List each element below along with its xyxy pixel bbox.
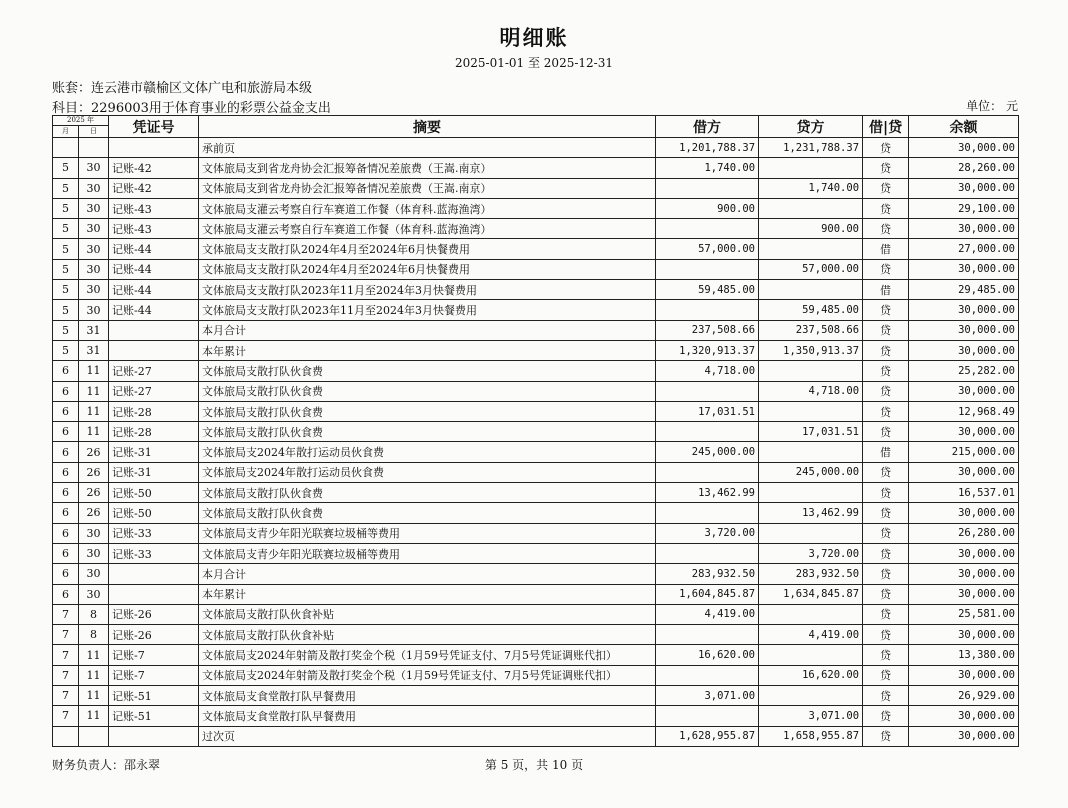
- cell-direction: 贷: [863, 564, 909, 584]
- cell-summary: 文体旅局支散打队伙食补贴: [199, 604, 656, 624]
- cell-day: 30: [79, 239, 109, 259]
- cell-credit: 1,740.00: [759, 178, 863, 198]
- cell-voucher: 记账-44: [109, 300, 199, 320]
- cell-debit: 1,740.00: [656, 158, 759, 178]
- cell-credit: [759, 239, 863, 259]
- cell-balance: 30,000.00: [909, 320, 1019, 340]
- cell-direction: 贷: [863, 483, 909, 503]
- cell-voucher: 记账-33: [109, 543, 199, 563]
- cell-day: 30: [79, 280, 109, 300]
- cell-balance: 26,929.00: [909, 686, 1019, 706]
- cell-voucher: 记账-44: [109, 239, 199, 259]
- cell-voucher: [109, 138, 199, 158]
- table-row: [53, 259, 1019, 279]
- cell-credit: [759, 686, 863, 706]
- table-row: [53, 625, 1019, 645]
- header-credit: 贷方: [759, 116, 863, 138]
- table-row: [53, 198, 1019, 218]
- cell-day: 31: [79, 320, 109, 340]
- cell-direction: 贷: [863, 138, 909, 158]
- cell-balance: 30,000.00: [909, 462, 1019, 482]
- cell-balance: 27,000.00: [909, 239, 1019, 259]
- cell-direction: 贷: [863, 178, 909, 198]
- cell-month: 7: [53, 686, 79, 706]
- cell-month: 6: [53, 523, 79, 543]
- header-month: 月: [53, 126, 79, 138]
- cell-debit: [656, 381, 759, 401]
- header-balance: 余额: [909, 116, 1019, 138]
- cell-voucher: 记账-50: [109, 503, 199, 523]
- cell-debit: [656, 625, 759, 645]
- cell-direction: 贷: [863, 300, 909, 320]
- cell-balance: 30,000.00: [909, 138, 1019, 158]
- cell-month: 6: [53, 422, 79, 442]
- cell-debit: [656, 706, 759, 726]
- cell-summary: 文体旅局支散打队伙食费: [199, 422, 656, 442]
- cell-balance: 30,000.00: [909, 178, 1019, 198]
- cell-voucher: 记账-43: [109, 198, 199, 218]
- cell-credit: 57,000.00: [759, 259, 863, 279]
- cell-debit: 16,620.00: [656, 645, 759, 665]
- cell-direction: 贷: [863, 401, 909, 421]
- cell-summary: 本年累计: [199, 340, 656, 360]
- header-direction: 借|贷: [863, 116, 909, 138]
- table-row: [53, 686, 1019, 706]
- table-row: [53, 280, 1019, 300]
- cell-day: 11: [79, 665, 109, 685]
- cell-voucher: [109, 340, 199, 360]
- cell-day: 30: [79, 219, 109, 239]
- cell-day: 11: [79, 381, 109, 401]
- cell-debit: [656, 503, 759, 523]
- table-row: [53, 138, 1019, 158]
- cell-direction: 贷: [863, 645, 909, 665]
- cell-summary: 文体旅局支2024年散打运动员伙食费: [199, 442, 656, 462]
- cell-direction: 贷: [863, 158, 909, 178]
- table-row: [53, 584, 1019, 604]
- cell-debit: 1,628,955.87: [656, 726, 759, 746]
- cell-debit: 1,604,845.87: [656, 584, 759, 604]
- cell-voucher: 记账-51: [109, 686, 199, 706]
- cell-summary: 文体旅局支散打队伙食补贴: [199, 625, 656, 645]
- cell-credit: 900.00: [759, 219, 863, 239]
- table-row: [53, 442, 1019, 462]
- cell-debit: 4,419.00: [656, 604, 759, 624]
- cell-month: 6: [53, 584, 79, 604]
- cell-month: 5: [53, 178, 79, 198]
- cell-month: 6: [53, 442, 79, 462]
- cell-voucher: 记账-31: [109, 442, 199, 462]
- cell-balance: 30,000.00: [909, 259, 1019, 279]
- cell-balance: 30,000.00: [909, 665, 1019, 685]
- cell-credit: [759, 198, 863, 218]
- cell-debit: 57,000.00: [656, 239, 759, 259]
- cell-month: 6: [53, 564, 79, 584]
- table-row: [53, 665, 1019, 685]
- header-debit: 借方: [656, 116, 759, 138]
- cell-balance: 13,380.00: [909, 645, 1019, 665]
- cell-month: 5: [53, 300, 79, 320]
- cell-voucher: 记账-28: [109, 422, 199, 442]
- cell-summary: 文体旅局支支散打队2023年11月至2024年3月快餐费用: [199, 280, 656, 300]
- cell-direction: 借: [863, 239, 909, 259]
- cell-month: 7: [53, 706, 79, 726]
- cell-day: 26: [79, 483, 109, 503]
- cell-summary: 本月合计: [199, 320, 656, 340]
- cell-day: [79, 726, 109, 746]
- cell-day: 30: [79, 158, 109, 178]
- cell-summary: 过次页: [199, 726, 656, 746]
- cell-debit: 4,718.00: [656, 361, 759, 381]
- cell-balance: 30,000.00: [909, 543, 1019, 563]
- cell-summary: 承前页: [199, 138, 656, 158]
- cell-day: 30: [79, 584, 109, 604]
- cell-balance: 30,000.00: [909, 706, 1019, 726]
- finance-responsible: 财务负责人：邵永翠: [52, 758, 161, 772]
- cell-credit: [759, 280, 863, 300]
- cell-debit: [656, 300, 759, 320]
- cell-credit: [759, 158, 863, 178]
- cell-balance: 30,000.00: [909, 625, 1019, 645]
- cell-month: 7: [53, 665, 79, 685]
- cell-summary: 文体旅局支散打队伙食费: [199, 503, 656, 523]
- cell-debit: 237,508.66: [656, 320, 759, 340]
- cell-credit: [759, 361, 863, 381]
- cell-voucher: [109, 584, 199, 604]
- cell-direction: 贷: [863, 381, 909, 401]
- table-row: [53, 219, 1019, 239]
- cell-balance: 29,100.00: [909, 198, 1019, 218]
- cell-balance: 28,260.00: [909, 158, 1019, 178]
- cell-balance: 30,000.00: [909, 340, 1019, 360]
- cell-day: 30: [79, 259, 109, 279]
- cell-voucher: 记账-31: [109, 462, 199, 482]
- cell-day: 26: [79, 462, 109, 482]
- cell-direction: 贷: [863, 503, 909, 523]
- table-row: [53, 543, 1019, 563]
- cell-direction: 贷: [863, 665, 909, 685]
- cell-month: 5: [53, 239, 79, 259]
- cell-debit: [656, 219, 759, 239]
- cell-direction: 贷: [863, 523, 909, 543]
- cell-credit: 17,031.51: [759, 422, 863, 442]
- cell-credit: [759, 442, 863, 462]
- cell-month: 6: [53, 361, 79, 381]
- cell-day: 26: [79, 503, 109, 523]
- cell-voucher: 记账-42: [109, 178, 199, 198]
- cell-month: [53, 726, 79, 746]
- cell-balance: 30,000.00: [909, 584, 1019, 604]
- cell-debit: [656, 462, 759, 482]
- ledger-body: [53, 138, 1019, 747]
- cell-credit: 283,932.50: [759, 564, 863, 584]
- cell-debit: [656, 422, 759, 442]
- cell-debit: [656, 665, 759, 685]
- table-row: [53, 381, 1019, 401]
- cell-direction: 贷: [863, 462, 909, 482]
- cell-credit: 1,658,955.87: [759, 726, 863, 746]
- cell-voucher: [109, 726, 199, 746]
- cell-debit: 13,462.99: [656, 483, 759, 503]
- cell-summary: 文体旅局支到省龙舟协会汇报筹备情况差旅费（王嵩.南京）: [199, 158, 656, 178]
- account-set-label: 账套：连云港市赣榆区文体广电和旅游局本级: [52, 81, 313, 96]
- cell-credit: 1,231,788.37: [759, 138, 863, 158]
- header-voucher: 凭证号: [109, 116, 199, 138]
- cell-credit: [759, 645, 863, 665]
- subject-label: 科目：2296003用于体育事业的彩票公益金支出: [52, 101, 331, 116]
- cell-summary: 文体旅局支散打队伙食费: [199, 381, 656, 401]
- cell-day: 31: [79, 340, 109, 360]
- cell-debit: [656, 178, 759, 198]
- cell-debit: 3,071.00: [656, 686, 759, 706]
- cell-credit: 3,720.00: [759, 543, 863, 563]
- cell-credit: [759, 483, 863, 503]
- page-title: 明细账: [499, 25, 569, 50]
- cell-month: 5: [53, 198, 79, 218]
- cell-voucher: 记账-44: [109, 280, 199, 300]
- cell-month: 5: [53, 340, 79, 360]
- cell-direction: 借: [863, 442, 909, 462]
- cell-day: 30: [79, 523, 109, 543]
- cell-summary: 文体旅局支青少年阳光联赛垃圾桶等费用: [199, 523, 656, 543]
- table-row: [53, 564, 1019, 584]
- cell-voucher: 记账-26: [109, 625, 199, 645]
- table-row: [53, 706, 1019, 726]
- cell-month: 7: [53, 604, 79, 624]
- cell-month: 5: [53, 219, 79, 239]
- cell-direction: 贷: [863, 422, 909, 442]
- ledger-table: [52, 115, 1019, 747]
- table-row: [53, 645, 1019, 665]
- cell-credit: 3,071.00: [759, 706, 863, 726]
- cell-balance: 30,000.00: [909, 564, 1019, 584]
- cell-summary: 本年累计: [199, 584, 656, 604]
- cell-debit: 59,485.00: [656, 280, 759, 300]
- cell-summary: 文体旅局支灌云考察自行车赛道工作餐（体育科.蓝海渔湾）: [199, 198, 656, 218]
- cell-day: 11: [79, 706, 109, 726]
- cell-day: 26: [79, 442, 109, 462]
- cell-summary: 文体旅局支散打队伙食费: [199, 401, 656, 421]
- ledger-header: [53, 116, 1019, 138]
- cell-summary: 文体旅局支支散打队2023年11月至2024年3月快餐费用: [199, 300, 656, 320]
- cell-direction: 贷: [863, 706, 909, 726]
- cell-summary: 文体旅局支2024年射箭及散打奖金个税（1月59号凭证支付、7月5号凭证调账代扣）: [199, 645, 656, 665]
- cell-direction: 贷: [863, 726, 909, 746]
- cell-month: 6: [53, 543, 79, 563]
- cell-voucher: 记账-51: [109, 706, 199, 726]
- cell-direction: 贷: [863, 198, 909, 218]
- cell-voucher: 记账-27: [109, 381, 199, 401]
- cell-summary: 文体旅局支2024年射箭及散打奖金个税（1月59号凭证支付、7月5号凭证调账代扣）: [199, 665, 656, 685]
- cell-month: 5: [53, 259, 79, 279]
- cell-voucher: 记账-44: [109, 259, 199, 279]
- cell-voucher: [109, 564, 199, 584]
- cell-day: 30: [79, 300, 109, 320]
- cell-voucher: 记账-7: [109, 665, 199, 685]
- cell-month: 7: [53, 625, 79, 645]
- cell-balance: 30,000.00: [909, 503, 1019, 523]
- cell-voucher: 记账-28: [109, 401, 199, 421]
- cell-balance: 16,537.01: [909, 483, 1019, 503]
- date-range: 2025-01-01 至 2025-12-31: [454, 56, 613, 70]
- table-row: [53, 320, 1019, 340]
- cell-debit: [656, 259, 759, 279]
- cell-direction: 贷: [863, 219, 909, 239]
- cell-balance: 26,280.00: [909, 523, 1019, 543]
- table-row: [53, 340, 1019, 360]
- cell-summary: 文体旅局支食堂散打队早餐费用: [199, 706, 656, 726]
- table-row: [53, 239, 1019, 259]
- cell-day: 8: [79, 604, 109, 624]
- cell-month: 7: [53, 645, 79, 665]
- cell-day: 30: [79, 178, 109, 198]
- cell-balance: 12,968.49: [909, 401, 1019, 421]
- cell-debit: 1,320,913.37: [656, 340, 759, 360]
- cell-direction: 贷: [863, 259, 909, 279]
- cell-credit: 13,462.99: [759, 503, 863, 523]
- cell-balance: 30,000.00: [909, 381, 1019, 401]
- cell-direction: 贷: [863, 584, 909, 604]
- cell-day: 11: [79, 686, 109, 706]
- cell-day: 11: [79, 422, 109, 442]
- cell-balance: 25,581.00: [909, 604, 1019, 624]
- unit-label: 单位： 元: [966, 99, 1018, 113]
- cell-credit: 59,485.00: [759, 300, 863, 320]
- cell-summary: 本月合计: [199, 564, 656, 584]
- cell-credit: 4,419.00: [759, 625, 863, 645]
- cell-credit: 245,000.00: [759, 462, 863, 482]
- cell-debit: [656, 543, 759, 563]
- cell-credit: 1,350,913.37: [759, 340, 863, 360]
- cell-voucher: 记账-7: [109, 645, 199, 665]
- cell-summary: 文体旅局支2024年散打运动员伙食费: [199, 462, 656, 482]
- cell-summary: 文体旅局支到省龙舟协会汇报筹备情况差旅费（王嵩.南京）: [199, 178, 656, 198]
- table-row: [53, 178, 1019, 198]
- cell-month: [53, 138, 79, 158]
- cell-direction: 贷: [863, 543, 909, 563]
- cell-day: 30: [79, 564, 109, 584]
- cell-month: 5: [53, 158, 79, 178]
- cell-day: [79, 138, 109, 158]
- cell-direction: 借: [863, 280, 909, 300]
- cell-credit: [759, 523, 863, 543]
- cell-month: 5: [53, 280, 79, 300]
- cell-voucher: [109, 320, 199, 340]
- cell-month: 6: [53, 462, 79, 482]
- cell-credit: 1,634,845.87: [759, 584, 863, 604]
- table-row: [53, 503, 1019, 523]
- cell-credit: 237,508.66: [759, 320, 863, 340]
- cell-credit: [759, 401, 863, 421]
- cell-balance: 30,000.00: [909, 300, 1019, 320]
- cell-voucher: 记账-43: [109, 219, 199, 239]
- cell-direction: 贷: [863, 361, 909, 381]
- cell-day: 11: [79, 401, 109, 421]
- cell-balance: 30,000.00: [909, 219, 1019, 239]
- cell-summary: 文体旅局支食堂散打队早餐费用: [199, 686, 656, 706]
- table-row: [53, 158, 1019, 178]
- cell-voucher: 记账-50: [109, 483, 199, 503]
- cell-direction: 贷: [863, 320, 909, 340]
- header-day: 日: [79, 126, 109, 138]
- cell-month: 5: [53, 320, 79, 340]
- cell-balance: 29,485.00: [909, 280, 1019, 300]
- cell-balance: 30,000.00: [909, 422, 1019, 442]
- table-row: [53, 422, 1019, 442]
- cell-voucher: 记账-26: [109, 604, 199, 624]
- cell-credit: [759, 604, 863, 624]
- cell-summary: 文体旅局支散打队伙食费: [199, 361, 656, 381]
- cell-month: 6: [53, 401, 79, 421]
- cell-voucher: 记账-33: [109, 523, 199, 543]
- table-row: [53, 604, 1019, 624]
- cell-day: 30: [79, 543, 109, 563]
- table-row: [53, 462, 1019, 482]
- cell-direction: 贷: [863, 686, 909, 706]
- cell-day: 11: [79, 645, 109, 665]
- cell-summary: 文体旅局支青少年阳光联赛垃圾桶等费用: [199, 543, 656, 563]
- cell-balance: 215,000.00: [909, 442, 1019, 462]
- cell-direction: 贷: [863, 604, 909, 624]
- cell-credit: 16,620.00: [759, 665, 863, 685]
- cell-direction: 贷: [863, 625, 909, 645]
- cell-month: 6: [53, 503, 79, 523]
- table-row: [53, 401, 1019, 421]
- cell-month: 6: [53, 483, 79, 503]
- table-row: [53, 483, 1019, 503]
- cell-voucher: 记账-27: [109, 361, 199, 381]
- cell-debit: 283,932.50: [656, 564, 759, 584]
- table-row: [53, 523, 1019, 543]
- cell-credit: 4,718.00: [759, 381, 863, 401]
- cell-debit: 245,000.00: [656, 442, 759, 462]
- table-row: [53, 361, 1019, 381]
- cell-day: 30: [79, 198, 109, 218]
- cell-summary: 文体旅局支散打队伙食费: [199, 483, 656, 503]
- cell-debit: 900.00: [656, 198, 759, 218]
- cell-day: 8: [79, 625, 109, 645]
- cell-debit: 1,201,788.37: [656, 138, 759, 158]
- cell-summary: 文体旅局支灌云考察自行车赛道工作餐（体育科.蓝海渔湾）: [199, 219, 656, 239]
- header-year: 2025 年: [53, 116, 109, 126]
- cell-balance: 30,000.00: [909, 726, 1019, 746]
- cell-direction: 贷: [863, 340, 909, 360]
- cell-summary: 文体旅局支支散打队2024年4月至2024年6月快餐费用: [199, 259, 656, 279]
- cell-debit: 3,720.00: [656, 523, 759, 543]
- cell-voucher: 记账-42: [109, 158, 199, 178]
- cell-month: 6: [53, 381, 79, 401]
- table-row: [53, 300, 1019, 320]
- cell-debit: 17,031.51: [656, 401, 759, 421]
- cell-balance: 25,282.00: [909, 361, 1019, 381]
- cell-summary: 文体旅局支支散打队2024年4月至2024年6月快餐费用: [199, 239, 656, 259]
- page-indicator: 第 5 页，共 10 页: [484, 758, 584, 772]
- cell-day: 11: [79, 361, 109, 381]
- table-row: [53, 726, 1019, 746]
- header-summary: 摘要: [199, 116, 656, 138]
